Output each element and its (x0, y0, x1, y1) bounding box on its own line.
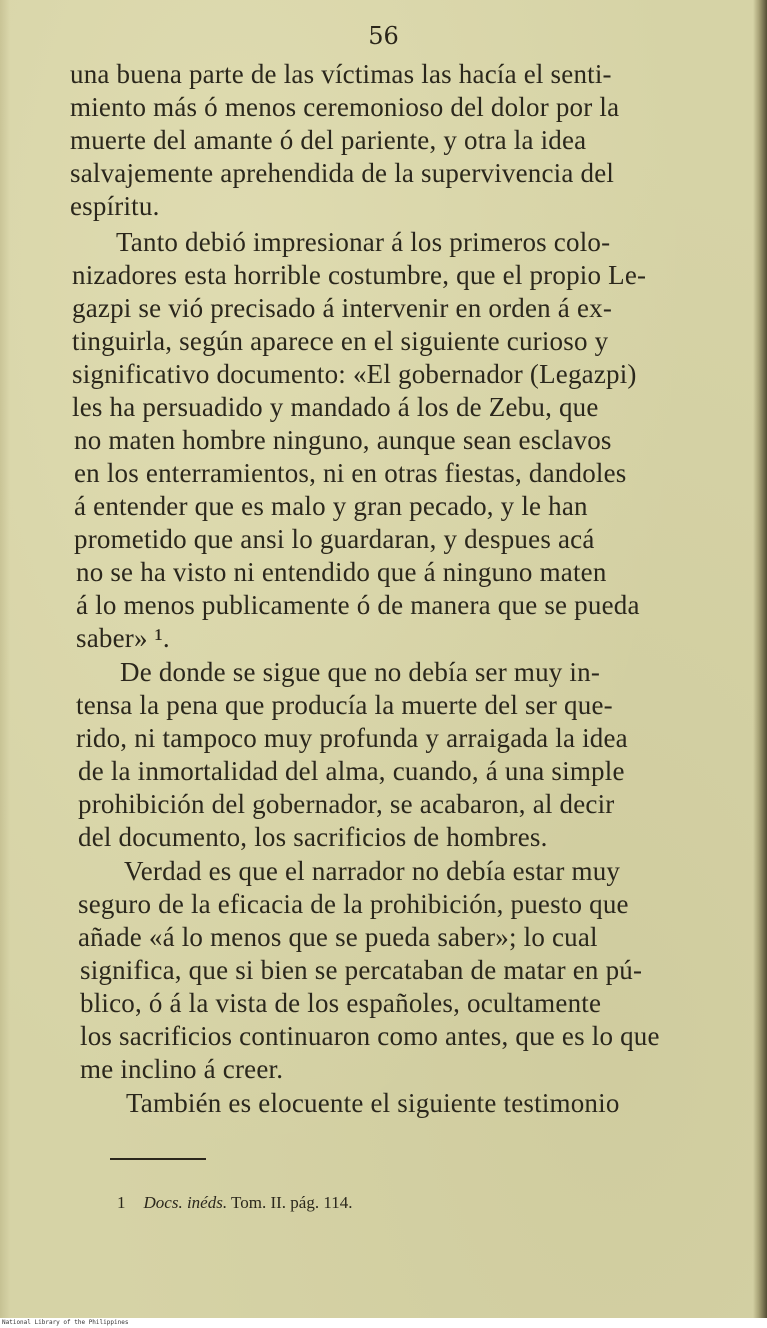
text-line: los sacrificios continuaron como antes, que es lo que (80, 1021, 660, 1051)
text-line: tinguirla, según aparece en el siguiente curioso y (72, 326, 609, 356)
text-line: añade «á lo menos que se pueda saber»; lo cual (78, 922, 598, 952)
text-line: rido, ni tampoco muy profunda y arraigada la idea (76, 723, 628, 753)
page-right-edge (753, 0, 767, 1318)
text-line: de la inmortalidad del alma, cuando, á una simple (78, 756, 625, 786)
text-line: gazpi se vió precisado á intervenir en orden á ex- (72, 293, 613, 323)
text-line: nizadores esta horrible costumbre, que el propio Le- (72, 260, 647, 290)
page-number: 56 (368, 22, 399, 50)
text-line: salvajemente aprehendida de la supervivencia del (70, 158, 615, 188)
text-line: les ha persuadido y mandado á los de Zebu, que (72, 392, 599, 422)
text-line: no maten hombre ninguno, aunque sean esclavos (74, 425, 612, 455)
text-line: muerte del amante ó del pariente, y otra la idea (70, 125, 587, 155)
text-line: del documento, los sacrificios de hombres. (78, 822, 548, 852)
text-line: una buena parte de las víctimas las hacía el senti- (70, 59, 612, 89)
text-line: me inclino á creer. (80, 1054, 284, 1084)
text-line: á entender que es malo y gran pecado, y le han (74, 491, 588, 521)
text-line: seguro de la eficacia de la prohibición, puesto que (78, 889, 629, 919)
footnote-rule (110, 1158, 206, 1160)
text-line: á lo menos publicamente ó de manera que se pueda (76, 590, 640, 620)
text-line: Verdad es que el narrador no debía estar muy (124, 856, 621, 886)
text-line: miento más ó menos ceremonioso del dolor por la (70, 92, 620, 122)
text-line: en los enterramientos, ni en otras fiestas, dandoles (74, 458, 627, 488)
text-line: espíritu. (70, 191, 160, 221)
footnote-reference: Tom. II. pág. 114. (231, 1193, 353, 1212)
text-line: De donde se sigue que no debía ser muy in- (120, 657, 601, 687)
page-left-edge (0, 0, 10, 1318)
text-line: blico, ó á la vista de los españoles, ocultamente (80, 988, 602, 1018)
footnote-marker: 1 (117, 1193, 126, 1212)
text-line: prometido que ansi lo guardaran, y despues acá (74, 524, 595, 554)
text-line: saber» ¹. (76, 623, 170, 653)
text-line: no se ha visto ni entendido que á ninguno maten (76, 557, 607, 587)
text-line: significa, que si bien se percataban de matar en pú- (80, 955, 643, 985)
text-line: significativo documento: «El gobernador (Legazpi) (72, 359, 637, 389)
text-line: Tanto debió impresionar á los primeros colo- (116, 227, 611, 257)
library-stamp: National Library of the Philippines (2, 1319, 129, 1326)
footnote-source: Docs. inéds. (143, 1193, 228, 1212)
footnote (117, 1193, 352, 1213)
text-line: prohibición del gobernador, se acabaron, al decir (78, 789, 615, 819)
text-line: También es elocuente el siguiente testimonio (126, 1088, 620, 1118)
text-line: tensa la pena que producía la muerte del ser que- (76, 690, 613, 720)
